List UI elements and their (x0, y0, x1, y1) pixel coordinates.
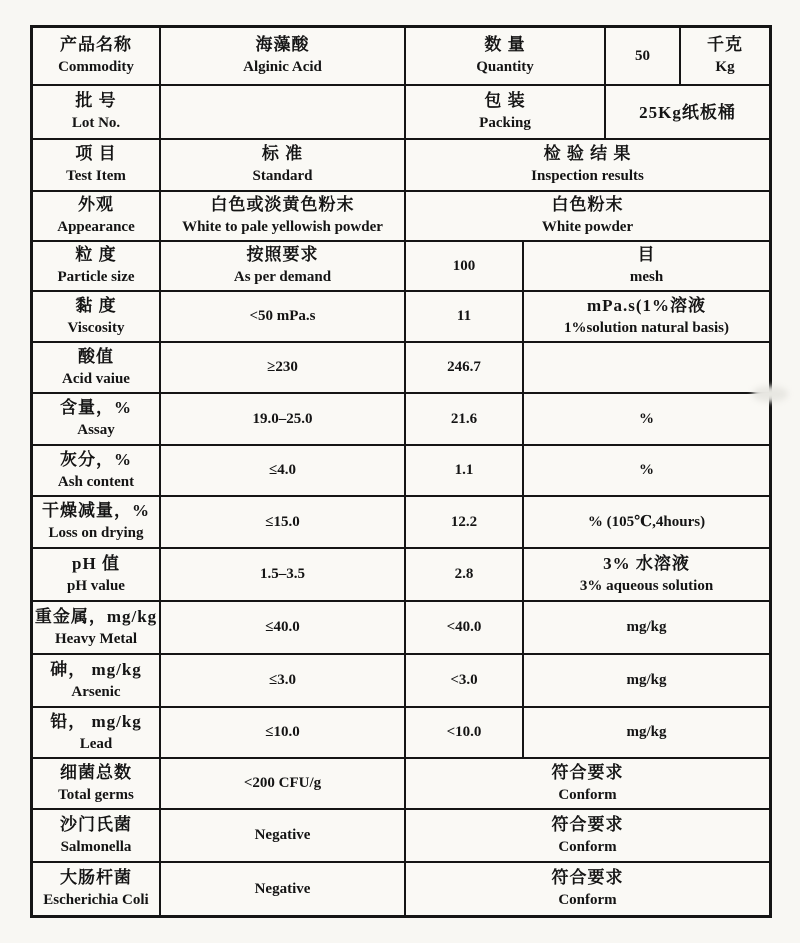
cell-text-line: ≤4.0 (269, 462, 296, 478)
unit-viscosity (524, 292, 769, 341)
label-salmonella (33, 810, 161, 861)
label-total-germs (33, 759, 161, 808)
result-viscosity (406, 292, 524, 341)
standard-total-germs (161, 759, 406, 808)
table-row (33, 497, 769, 549)
unit-particle-size (524, 242, 769, 290)
cell-text-line: ≥230 (267, 359, 298, 375)
cell-text-line: 12.2 (450, 513, 478, 530)
cell-text-line: 246.7 (447, 359, 481, 375)
standard-loss-on-drying (161, 497, 406, 547)
table-row (33, 192, 769, 242)
standard-ph-value (161, 549, 406, 600)
result-ash-content (406, 446, 524, 495)
cell-text-line: 铅， mg/kg (50, 711, 142, 731)
table-row (33, 394, 769, 446)
cell-text-line: <3.0 (450, 672, 478, 688)
standard-salmonella (161, 810, 406, 861)
table-row (33, 242, 769, 292)
cell-text-line: 21.6 (450, 410, 478, 427)
cell-text-line: 产品名称 (60, 35, 132, 54)
cell-text-line: 检 验 结 果 (543, 144, 632, 163)
unit-acid-value (524, 343, 769, 392)
cell-text-line: Appearance (57, 219, 135, 235)
cell-text-line: 含量，% (60, 398, 132, 417)
cell-text-line: Kg (715, 59, 735, 75)
standard-escherichia-coli (161, 863, 406, 915)
standard-heavy-metal (161, 602, 406, 653)
table-row (33, 86, 769, 140)
table-row (33, 708, 769, 759)
cell-text-line: ≤15.0 (265, 513, 300, 530)
cell-text-line: Commodity (58, 59, 134, 75)
cell-text-line: 19.0–25.0 (252, 410, 313, 427)
cell-text-line: 3% aqueous solution (579, 577, 714, 594)
cell-text-line: Negative (254, 880, 311, 897)
cell-text-line: 11 (456, 308, 472, 324)
cell-text-line: mPa.s(1%溶液 (586, 295, 707, 315)
table-row (33, 343, 769, 394)
cell-text-line: 1.1 (454, 462, 474, 478)
label-ash-content (33, 446, 161, 495)
cell-text-line: Arsenic (71, 683, 121, 700)
cell-text-line: 符合要求 (551, 762, 624, 782)
cell-text-line: As per demand (233, 269, 332, 285)
table-row (33, 810, 769, 863)
cell-text-line: Alginic Acid (243, 59, 322, 75)
label-viscosity (33, 292, 161, 341)
table-row (33, 863, 769, 915)
label-escherichia-coli (33, 863, 161, 915)
cell-text-line: Assay (77, 422, 115, 438)
cell-text-line: mg/kg (626, 724, 667, 740)
cell-text-line: Inspection results (531, 168, 644, 184)
cell-text-line: 符合要求 (551, 814, 624, 834)
table-row (33, 446, 769, 497)
cell-text-line: 细菌总数 (60, 762, 132, 782)
label-commodity (33, 28, 161, 84)
result-assay (406, 394, 524, 444)
header-inspection-results (406, 140, 769, 190)
unit-heavy-metal (524, 602, 769, 653)
cell-text-line: 标 准 (261, 144, 304, 163)
cell-text-line: 按照要求 (246, 245, 319, 264)
cell-text-line: 砷， mg/kg (50, 659, 142, 679)
label-particle-size (33, 242, 161, 290)
cell-text-line: pH 值 (72, 553, 120, 573)
table-row (33, 28, 769, 86)
cell-text-line: Conform (558, 838, 617, 855)
cell-text-line: 25Kg纸板桶 (639, 102, 736, 122)
unit-loss-on-drying (524, 497, 769, 547)
label-ph-value (33, 549, 161, 600)
standard-viscosity (161, 292, 406, 341)
result-ph-value (406, 549, 524, 600)
cell-text-line: % (639, 410, 654, 427)
cell-text-line: ≤10.0 (265, 724, 300, 740)
cell-text-line: Test Item (66, 168, 126, 184)
cell-text-line: Particle size (57, 269, 135, 285)
cell-text-line: Quantity (476, 59, 534, 75)
cell-text-line: 沙门氏菌 (60, 814, 132, 834)
cell-text-line: Escherichia Coli (43, 892, 149, 908)
header-standard (161, 140, 406, 190)
cell-text-line: Total germs (58, 786, 134, 803)
cell-text-line: 目 (637, 245, 656, 264)
unit-arsenic (524, 655, 769, 706)
label-acid-value (33, 343, 161, 392)
cell-text-line: 3% 水溶液 (603, 553, 690, 573)
cell-text-line: 100 (452, 257, 476, 274)
cell-text-line: mg/kg (626, 672, 667, 688)
cell-text-line: 批 号 (75, 91, 117, 110)
label-appearance (33, 192, 161, 240)
label-heavy-metal (33, 602, 161, 653)
label-assay (33, 394, 161, 444)
label-loss-on-drying (33, 497, 161, 547)
standard-appearance (161, 192, 406, 240)
unit-ph-value (524, 549, 769, 600)
cell-text-line: mesh (629, 269, 664, 285)
cell-text-line: <40.0 (446, 619, 482, 635)
cell-text-line: 灰分，% (60, 449, 132, 469)
cell-text-line: 数 量 (484, 35, 526, 54)
cell-text-line: 50 (635, 47, 650, 64)
result-particle-size (406, 242, 524, 290)
standard-acid-value (161, 343, 406, 392)
cell-text-line: White to pale yellowish powder (182, 219, 383, 235)
cell-text-line: 项 目 (75, 144, 117, 163)
label-lead (33, 708, 161, 757)
table-row (33, 602, 769, 655)
label-lot-no (33, 86, 161, 138)
cell-text-line: Salmonella (60, 838, 132, 855)
cell-text-line: <50 mPa.s (249, 308, 316, 324)
table-row (33, 655, 769, 708)
table-row (33, 759, 769, 810)
cell-text-line: Lead (79, 735, 113, 752)
result-arsenic (406, 655, 524, 706)
result-loss-on-drying (406, 497, 524, 547)
cell-text-line: Packing (479, 115, 531, 131)
value-quantity (606, 28, 681, 84)
coa-table (30, 25, 772, 918)
scan-artifact (752, 386, 788, 402)
cell-text-line: 包 装 (484, 91, 526, 110)
result-escherichia-coli (406, 863, 769, 915)
cell-text-line: Loss on drying (48, 525, 144, 541)
standard-lead (161, 708, 406, 757)
standard-ash-content (161, 446, 406, 495)
cell-text-line: Viscosity (67, 319, 125, 336)
result-appearance (406, 192, 769, 240)
cell-text-line: White powder (541, 219, 634, 235)
result-heavy-metal (406, 602, 524, 653)
cell-text-line: Ash content (57, 473, 135, 490)
cell-text-line: 干燥减量，% (42, 501, 150, 520)
unit-quantity (681, 28, 769, 84)
cell-text-line: Standard (252, 168, 313, 184)
cell-text-line: Lot No. (71, 115, 121, 131)
cell-text-line: <10.0 (446, 724, 482, 740)
value-lot-no (161, 86, 406, 138)
cell-text-line: 酸值 (78, 346, 114, 366)
result-acid-value (406, 343, 524, 392)
cell-text-line: 2.8 (454, 566, 474, 582)
result-total-germs (406, 759, 769, 808)
cell-text-line: % (105℃,4hours) (587, 513, 706, 530)
table-row (33, 549, 769, 602)
standard-particle-size (161, 242, 406, 290)
cell-text-line: Negative (254, 827, 311, 843)
standard-arsenic (161, 655, 406, 706)
unit-assay (524, 394, 769, 444)
cell-text-line: 1.5–3.5 (260, 566, 305, 582)
cell-text-line: 大肠杆菌 (60, 868, 132, 887)
header-test-item (33, 140, 161, 190)
result-lead (406, 708, 524, 757)
cell-text-line: 外观 (78, 195, 114, 214)
cell-text-line: 白色粉末 (551, 195, 624, 214)
cell-text-line: Conform (558, 786, 617, 803)
label-packing (406, 86, 606, 138)
cell-text-line: pH value (67, 577, 125, 594)
label-arsenic (33, 655, 161, 706)
cell-text-line: % (639, 462, 654, 478)
label-quantity (406, 28, 606, 84)
cell-text-line: ≤40.0 (265, 619, 300, 635)
cell-text-line: mg/kg (626, 619, 667, 635)
cell-text-line: 海藻酸 (255, 35, 310, 54)
cell-text-line: 符合要求 (551, 868, 624, 887)
cell-text-line: Acid vaiue (62, 370, 130, 387)
cell-text-line: 重金属，mg/kg (34, 606, 158, 626)
cell-text-line: 白色或淡黄色粉末 (210, 195, 355, 214)
table-row (33, 292, 769, 343)
table-row (33, 140, 769, 192)
cell-text-line: ≤3.0 (269, 672, 296, 688)
result-salmonella (406, 810, 769, 861)
standard-assay (161, 394, 406, 444)
cell-text-line: 黏 度 (75, 295, 117, 315)
cell-text-line: 千克 (707, 35, 743, 54)
cell-text-line: 粒 度 (75, 245, 117, 264)
unit-ash-content (524, 446, 769, 495)
value-commodity (161, 28, 406, 84)
cell-text-line: Heavy Metal (54, 630, 138, 647)
cell-text-line: Conform (558, 892, 617, 908)
cell-text-line: 1%solution natural basis) (563, 319, 730, 336)
value-packing (606, 86, 769, 138)
unit-lead (524, 708, 769, 757)
cell-text-line: <200 CFU/g (243, 775, 322, 791)
